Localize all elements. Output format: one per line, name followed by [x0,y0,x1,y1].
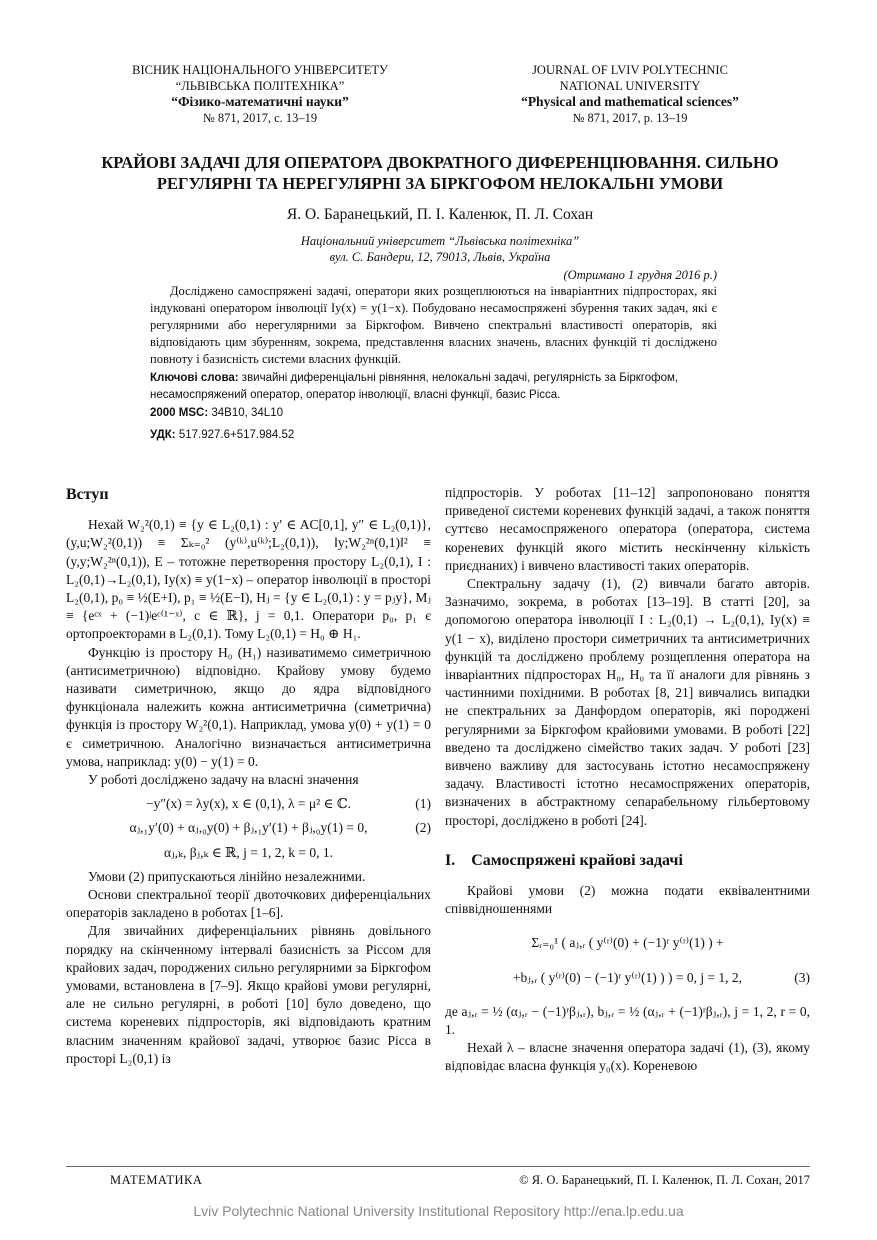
repository-watermark: Lviv Polytechnic National University Institutional Repository http://ena.lp.edu.ua [193,1203,684,1219]
equation-body: +bⱼ,ᵣ ( y⁽ʳ⁾(0) − (−1)ʳ y⁽ʳ⁾(1) ) ) = 0, j = 1, 2, [512,969,743,985]
received-date: (Отримано 1 грудня 2016 р.) [563,268,717,282]
keywords-text: звичайні диференціальні рівняння, нелокальні задачі, регулярність за Біркгофом, несамоспряжений оператор, оператор інволюції, власні функції, базис Рісса. [150,372,679,401]
equation-body: −y″(x) = λy(x), x ∈ (0,1), λ = μ² ∈ ℂ. [145,796,352,812]
abstract: Досліджено самоспряжені задачі, оператори яких розщеплюються на інваріантних підпросторах, які індуковані оператором інволюції Iy(x) = y(1−x). Побудовано несамоспряжені збурення таких задач, які є регулярними або нерегулярними за Біркгофом. Вивчено спектральні властивості операторів, які відповідають цим збуренням, зокрема, представлення власних значень, власних функцій ті досліджено повноту і базисність системи власних функцій. [150,284,717,366]
equation-3-line-1: Σᵣ₌₀¹ ( aⱼ,ᵣ ( y⁽ʳ⁾(0) + (−1)ʳ y⁽ʳ⁾(1) ) + [531,935,724,951]
journal-header-english [470,62,790,126]
header-series: “Physical and mathematical sciences” [521,94,739,109]
msc-text: 34B10, 34L10 [211,407,283,419]
paragraph: Крайові умови (2) можна подати еквівалентними співвідношеннями [445,883,810,917]
footer-copyright: © Я. О. Баранецький, П. І. Каленюк, П. Л. Сохан, 2017 [519,1173,810,1187]
equation-body: αⱼ,₁y′(0) + αⱼ,₀y(0) + βⱼ,₁y′(1) + βⱼ,₀y(1) = 0, [129,820,368,836]
msc-codes [150,405,717,422]
header-line: ВІСНИК НАЦІОНАЛЬНОГО УНІВЕРСИТЕТУ [132,63,388,77]
paragraph: У роботі досліджено задачу на власні значення [88,772,359,788]
udk-label: УДК: [150,429,176,441]
paper-title: КРАЙОВІ ЗАДАЧІ ДЛЯ ОПЕРАТОРА ДВОКРАТНОГО ДИФЕРЕНЦІЮВАННЯ. СИЛЬНО РЕГУЛЯРНІ ТА НЕРЕГУЛЯРНІ ЗА БІРКГОФОМ НЕЛОКАЛЬНІ УМОВИ [101,153,779,193]
paragraph: підпросторів. У роботах [11–12] запропоновано поняття приведеної системи кореневих функцій задачі, а також поняття суттєво несамоспряженого оператора (оператора, система кореневих функцій якого містить нескінченну кількість приєднаних) і вивчено властивості таких операторів. [445,485,810,573]
right-column [445,484,810,1076]
header-series: “Фізико-математичні науки” [171,94,349,109]
section-heading-intro: Вступ [66,486,109,503]
section-title: Самоспряжені крайові задачі [471,851,683,869]
equation-2 [66,819,431,837]
paragraph: Для звичайних диференціальних рівнянь довільного порядку на скінченному інтервалі базисність за Ріссом для крайових задач, породжених сильно регулярними за Біркгофом умовами, встановлена в [7–9]. Якщо крайові умови регулярні, але не сильно регулярні, в роботі [10] було доведено, що система кореневих підпросторів, які відповідають кратним власним значенням крайової задачі, утворює базис Рісса в просторі L₂(0,1) із [66,923,431,1066]
paragraph: де aⱼ,ᵣ = ½ (αⱼ,ᵣ − (−1)ʳβⱼ,ᵣ), bⱼ,ᵣ = ½ (αⱼ,ᵣ + (−1)ʳβⱼ,ᵣ), j = 1, 2, r = 0, 1. [445,1003,810,1038]
header-line: JOURNAL OF LVIV POLYTECHNIC [532,63,728,77]
paragraph: Нехай W₂²(0,1) ≡ {y ∈ L₂(0,1) : y′ ∈ AC[0,1], y″ ∈ L₂(0,1)}, (y,u;W₂²(0,1)) ≡ Σₖ₌₀² (y⁽ᵏ⁾,u⁽ᵏ⁾;L₂(0,1)), ‖y;W₂²ⁿ(0,1)‖² ≡ (y,y;W₂²ⁿ(0,1)), E – тотожне перетворення простору L₂(0,1), I : L₂(0,1)→L₂(0,1), Iy(x) ≡ y(1−x) – оператор інволюції в просторі L₂(0,1), p₀ ≡ ½(E+I), p₁ ≡ ½(E−I), Hⱼ = {y ∈ L₂(0,1) : y = pⱼy}, Mⱼ ≡ {eᶜˣ + (−1)ʲeᶜ⁽¹⁻ˣ⁾, c ∈ ℝ}, j = 0,1. Оператори p₀, p₁ є ортопроекторами в L₂(0,1). Тому L₂(0,1) = H₀ ⊕ H₁. [66,517,431,642]
section-heading-1 [445,852,810,870]
affiliation-address: вул. С. Бандери, 12, 79013, Львів, Україна [329,250,551,264]
header-line: NATIONAL UNIVERSITY [559,79,701,93]
section-number: I. [445,851,456,869]
paragraph: Основи спектральної теорії двоточкових диференціальних операторів закладено в роботах [1–6]. [66,887,431,921]
left-column [66,484,431,1068]
keywords [150,370,717,404]
footer-divider [66,1166,810,1167]
equation-3-line-2 [445,969,810,987]
paragraph: Спектральну задачу (1), (2) вивчали багато авторів. Зазначимо, зокрема, в роботах [13–19]. В статті [20], за допомогою оператора інволюції I : L₂(0,1) → L₂(0,1), Iy(x) ≡ y(1 − x), виділено простори симетричних та антисиметричних функцій та досліджено проблему розщеплення оператора на інваріантних підпросторах H₀, H₀ та її аналоги для рівнянь з частинними похідними. В роботах [8, 21] вивчались випадки не спектральних за Данфордом операторів, які породжені регулярними за Біркгофом крайовими умовами. В роботі [22] введено та досліджено сімейство таких задач. У роботі [23] вивчено важливу для застосувань істотно несамоспряжену задачу. Властивості істотно несамоспряжених операторів, визначених в абстрактному сепарабельному гільбертовому просторі, досліджено в роботі [24]. [445,576,810,828]
footer-section: МАТЕМАТИКА [110,1173,203,1187]
affiliation-line: Національний університет “Львівська політехніка” [300,234,580,248]
equation-1 [66,795,431,813]
equation-number: (1) [415,796,431,812]
paragraph: Функцію із простору H₀ (H₁) називатимемо симетричною (антисиметричною) відповідно. Крайову умову будемо називати симетричною, якщо до ядра відповідного функціонала належить кожна антисиметрична (симетрична) функція із простору W₂²(0,1). Наприклад, умова y(0) + y(1) = 0 є симетричною. Аналогічно визначається антисиметрична умова, наприклад: y(0) − y(1) = 0. [66,644,431,769]
udk-codes [150,427,717,444]
journal-header-ukrainian [110,62,410,126]
header-issue: № 871, 2017, p. 13–19 [572,111,688,125]
header-line: “ЛЬВІВСЬКА ПОЛІТЕХНІКА” [175,79,345,93]
msc-label: 2000 MSC: [150,407,209,419]
equation-number: (2) [415,820,431,836]
paragraph: Умови (2) припускаються лінійно незалежними. [88,868,366,884]
equation-2-conditions: αⱼ,ₖ, βⱼ,ₖ ∈ ℝ, j = 1, 2, k = 0, 1. [164,844,333,860]
udk-text: 517.927.6+517.984.52 [178,429,295,441]
paragraph: Нехай λ – власне значення оператора задачі (1), (3), якому відповідає власна функція y₀(x). Кореневою [445,1040,810,1074]
keywords-label: Ключові слова: [150,372,239,384]
equation-number: (3) [794,969,810,985]
header-issue: № 871, 2017, с. 13–19 [202,111,318,125]
authors: Я. О. Баранецький, П. І. Каленюк, П. Л. Сохан [286,206,594,223]
